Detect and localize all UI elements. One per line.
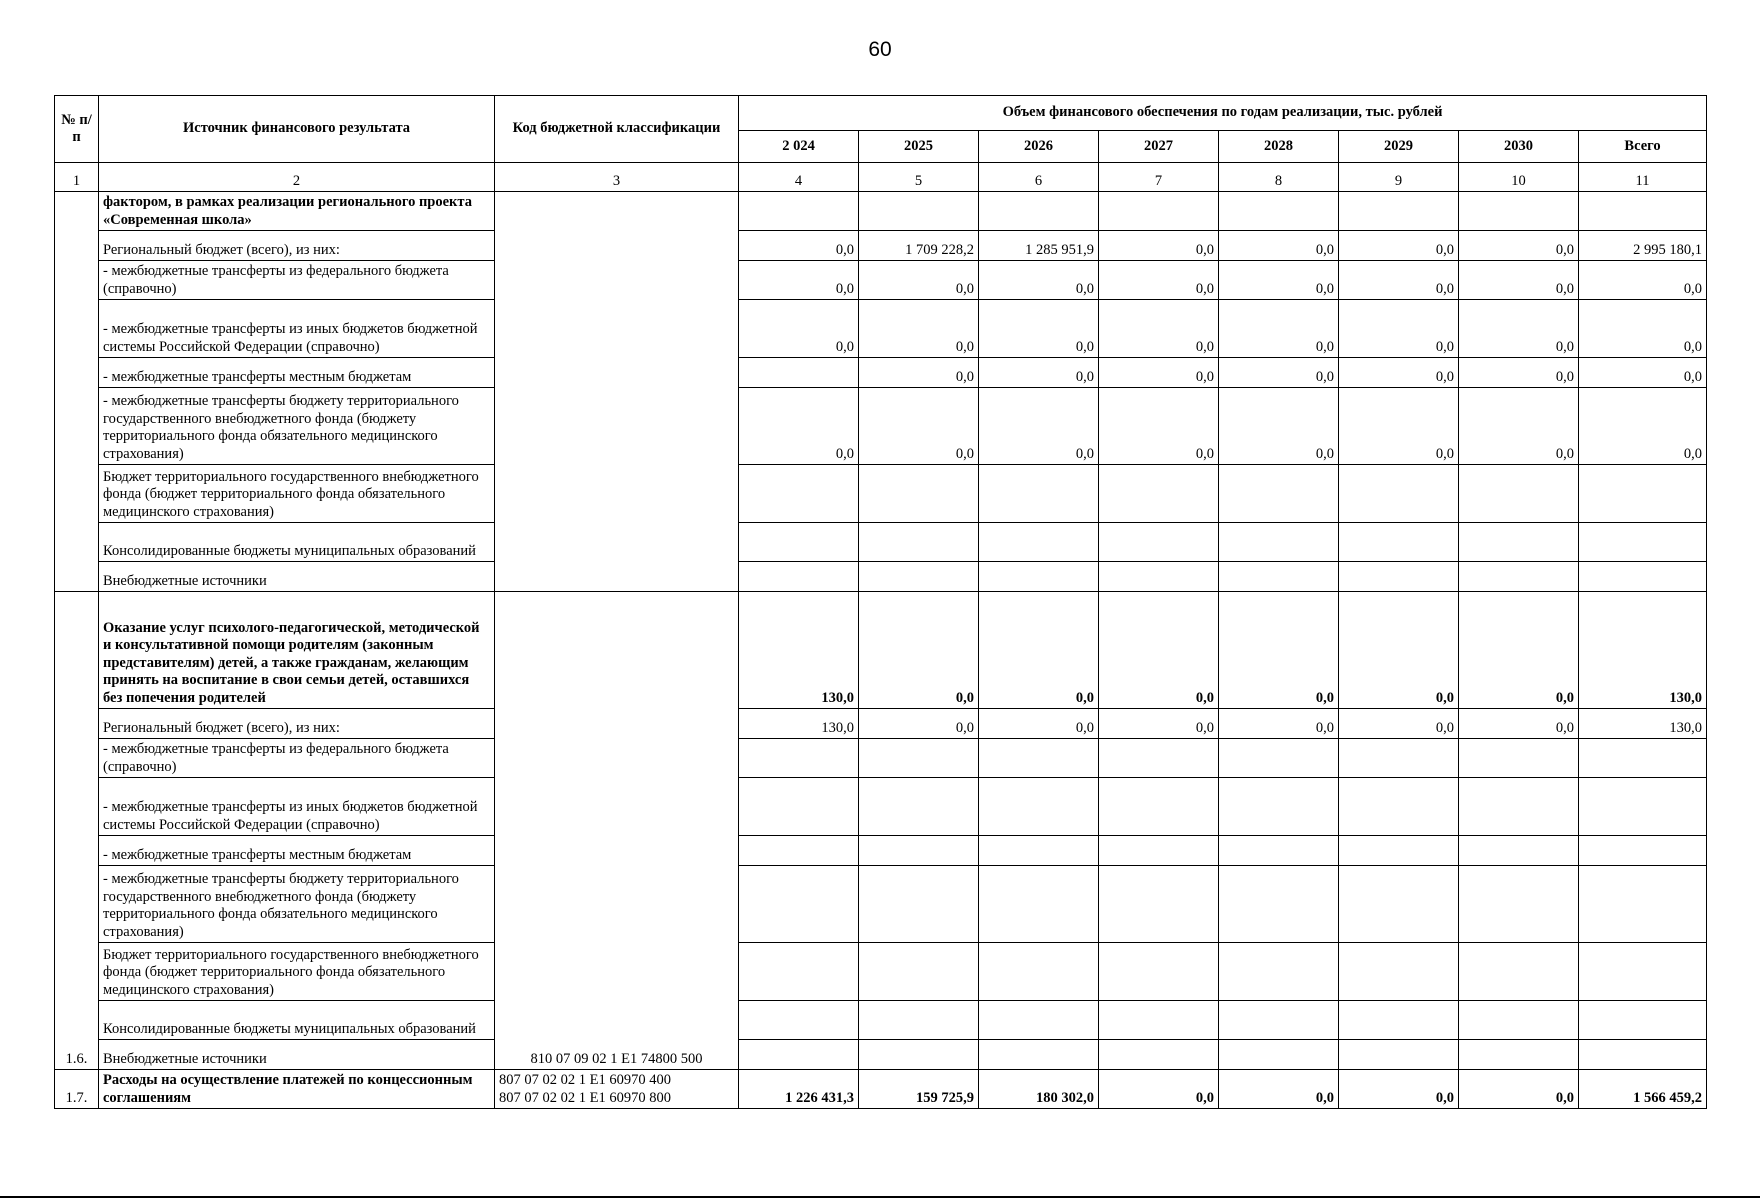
value-cell: 0,0 xyxy=(739,388,859,465)
value-cell: 0,0 xyxy=(1459,261,1579,300)
value-cell xyxy=(1099,739,1219,778)
value-cell xyxy=(1099,192,1219,231)
value-cell: 159 725,9 xyxy=(859,1070,979,1109)
value-cell xyxy=(1219,1040,1339,1070)
value-cell: 0,0 xyxy=(1339,709,1459,739)
value-cell: 0,0 xyxy=(1459,300,1579,358)
value-cell xyxy=(1219,943,1339,1001)
value-cell: 0,0 xyxy=(1459,709,1579,739)
value-cell: 130,0 xyxy=(1579,592,1707,709)
value-cell xyxy=(1579,192,1707,231)
table-row xyxy=(55,1040,1707,1070)
table-row xyxy=(55,739,1707,778)
table-row xyxy=(55,465,1707,523)
table-row xyxy=(55,943,1707,1001)
value-cell: 0,0 xyxy=(739,300,859,358)
table-row xyxy=(55,592,1707,709)
value-cell xyxy=(1099,836,1219,866)
budget-code-line: 807 07 02 02 1 Е1 60970 800 xyxy=(499,1089,671,1106)
value-cell xyxy=(979,739,1099,778)
column-number: 7 xyxy=(1099,163,1219,192)
value-cell: 0,0 xyxy=(1219,300,1339,358)
value-cell xyxy=(979,943,1099,1001)
table-row xyxy=(55,709,1707,739)
column-number: 10 xyxy=(1459,163,1579,192)
value-cell xyxy=(739,192,859,231)
value-cell xyxy=(1459,836,1579,866)
source-cell: Расходы на осуществление платежей по концессионным соглашениям xyxy=(99,1070,495,1109)
value-cell: 0,0 xyxy=(1459,358,1579,388)
value-cell xyxy=(1219,866,1339,943)
value-cell: 0,0 xyxy=(739,231,859,261)
value-cell: 0,0 xyxy=(1219,709,1339,739)
value-cell xyxy=(1099,866,1219,943)
value-cell xyxy=(979,1001,1099,1040)
value-cell xyxy=(1339,866,1459,943)
value-cell: 0,0 xyxy=(1099,300,1219,358)
value-cell: 0,0 xyxy=(979,388,1099,465)
value-cell xyxy=(859,778,979,836)
value-cell: 0,0 xyxy=(739,261,859,300)
value-cell: 0,0 xyxy=(1339,300,1459,358)
value-cell: 0,0 xyxy=(1339,592,1459,709)
table-row xyxy=(55,1070,1707,1109)
column-number: 3 xyxy=(495,163,739,192)
table-row xyxy=(55,358,1707,388)
value-cell: 0,0 xyxy=(1099,1070,1219,1109)
value-cell xyxy=(1339,836,1459,866)
value-cell: 0,0 xyxy=(859,261,979,300)
row-number-cell: 1.6. xyxy=(55,592,99,1070)
header-year: 2 024 xyxy=(739,131,859,163)
source-cell: Региональный бюджет (всего), из них: xyxy=(99,709,495,739)
header-col-volume: Объем финансового обеспечения по годам реализации, тыс. рублей xyxy=(739,96,1707,131)
table-row xyxy=(55,523,1707,562)
value-cell xyxy=(1099,943,1219,1001)
value-cell xyxy=(1339,943,1459,1001)
value-cell xyxy=(859,465,979,523)
value-cell xyxy=(739,562,859,592)
value-cell xyxy=(739,778,859,836)
value-cell xyxy=(859,866,979,943)
value-cell xyxy=(979,866,1099,943)
value-cell xyxy=(1219,778,1339,836)
budget-code-cell: 810 07 09 02 1 Е1 74800 500 xyxy=(495,592,739,1070)
value-cell xyxy=(979,192,1099,231)
value-cell xyxy=(739,1001,859,1040)
source-cell: Региональный бюджет (всего), из них: xyxy=(99,231,495,261)
value-cell: 0,0 xyxy=(859,300,979,358)
value-cell xyxy=(1459,739,1579,778)
value-cell xyxy=(1579,523,1707,562)
value-cell: 0,0 xyxy=(979,592,1099,709)
column-numbers-row xyxy=(55,163,1707,192)
value-cell: 0,0 xyxy=(859,358,979,388)
value-cell xyxy=(1339,1040,1459,1070)
value-cell xyxy=(1459,866,1579,943)
page-bottom-rule xyxy=(0,1196,1760,1198)
source-cell: Оказание услуг психолого-педагогической, методической и консультативной помощи родителям (законным представителям) детей, а также гражданам, желающим принять на воспитание в свои семьи детей, оставшихся без попечения родителей xyxy=(99,592,495,709)
value-cell xyxy=(1099,523,1219,562)
value-cell xyxy=(739,1040,859,1070)
source-cell: - межбюджетные трансферты местным бюджетам xyxy=(99,358,495,388)
value-cell: 0,0 xyxy=(1579,261,1707,300)
source-cell: Внебюджетные источники xyxy=(99,1040,495,1070)
page-number: 60 xyxy=(868,38,892,61)
value-cell: 0,0 xyxy=(1099,358,1219,388)
value-cell xyxy=(739,836,859,866)
header-col-code: Код бюджетной классификации xyxy=(495,96,739,163)
value-cell xyxy=(739,943,859,1001)
value-cell xyxy=(739,523,859,562)
value-cell: 130,0 xyxy=(1579,709,1707,739)
value-cell xyxy=(1099,778,1219,836)
budget-code-cell xyxy=(495,1070,739,1109)
header-col-source: Источник финансового результата xyxy=(99,96,495,163)
value-cell: 0,0 xyxy=(1219,388,1339,465)
value-cell xyxy=(1339,192,1459,231)
value-cell xyxy=(1579,739,1707,778)
value-cell xyxy=(1459,943,1579,1001)
source-cell: - межбюджетные трансферты из федерального бюджета (справочно) xyxy=(99,261,495,300)
value-cell xyxy=(1579,1001,1707,1040)
value-cell xyxy=(1579,562,1707,592)
column-number: 2 xyxy=(99,163,495,192)
source-cell: Бюджет территориального государственного внебюджетного фонда (бюджет территориального фонда обязательного медицинского страхования) xyxy=(99,943,495,1001)
value-cell: 1 566 459,2 xyxy=(1579,1070,1707,1109)
value-cell: 0,0 xyxy=(1219,592,1339,709)
value-cell: 0,0 xyxy=(1459,592,1579,709)
value-cell xyxy=(1459,465,1579,523)
value-cell xyxy=(1219,1001,1339,1040)
column-number: 11 xyxy=(1579,163,1707,192)
source-cell: - межбюджетные трансферты бюджету территориального государственного внебюджетного фонда (бюджету территориального фонда обязательного медицинского страхования) xyxy=(99,866,495,943)
value-cell: 0,0 xyxy=(1459,1070,1579,1109)
value-cell: 0,0 xyxy=(1099,388,1219,465)
value-cell: 0,0 xyxy=(1339,358,1459,388)
value-cell xyxy=(1459,1040,1579,1070)
value-cell: 0,0 xyxy=(1579,300,1707,358)
row-number-cell xyxy=(55,192,99,592)
value-cell xyxy=(1339,739,1459,778)
value-cell: 1 226 431,3 xyxy=(739,1070,859,1109)
value-cell xyxy=(1099,1001,1219,1040)
header-year: 2030 xyxy=(1459,131,1579,163)
value-cell xyxy=(1219,465,1339,523)
value-cell xyxy=(1099,465,1219,523)
source-cell: Бюджет территориального государственного внебюджетного фонда (бюджет территориального фонда обязательного медицинского страхования) xyxy=(99,465,495,523)
value-cell xyxy=(1339,778,1459,836)
header-year: 2026 xyxy=(979,131,1099,163)
value-cell xyxy=(859,943,979,1001)
value-cell: 1 285 951,9 xyxy=(979,231,1099,261)
budget-code-cell xyxy=(495,192,739,592)
value-cell: 1 709 228,2 xyxy=(859,231,979,261)
value-cell xyxy=(859,1001,979,1040)
value-cell: 0,0 xyxy=(1219,231,1339,261)
value-cell xyxy=(1459,1001,1579,1040)
header-col-num: № п/п xyxy=(55,96,99,163)
value-cell xyxy=(1459,523,1579,562)
source-cell: фактором, в рамках реализации регионального проекта «Современная школа» xyxy=(99,192,495,231)
value-cell xyxy=(1579,943,1707,1001)
table-row xyxy=(55,1001,1707,1040)
value-cell xyxy=(739,358,859,388)
value-cell xyxy=(1339,465,1459,523)
value-cell xyxy=(1579,866,1707,943)
value-cell xyxy=(859,836,979,866)
value-cell xyxy=(1579,1040,1707,1070)
value-cell xyxy=(1219,836,1339,866)
value-cell: 0,0 xyxy=(1099,709,1219,739)
value-cell: 0,0 xyxy=(859,592,979,709)
table-row xyxy=(55,866,1707,943)
value-cell: 0,0 xyxy=(1579,358,1707,388)
value-cell xyxy=(1099,562,1219,592)
value-cell: 180 302,0 xyxy=(979,1070,1099,1109)
value-cell xyxy=(739,866,859,943)
value-cell: 0,0 xyxy=(1459,388,1579,465)
source-cell: - межбюджетные трансферты бюджету территориального государственного внебюджетного фонда (бюджету территориального фонда обязательного медицинского страхования) xyxy=(99,388,495,465)
budget-code-line: 807 07 02 02 1 Е1 60970 400 xyxy=(499,1072,671,1089)
value-cell xyxy=(979,562,1099,592)
value-cell: 0,0 xyxy=(1099,261,1219,300)
value-cell xyxy=(1579,836,1707,866)
value-cell xyxy=(1219,739,1339,778)
value-cell: 130,0 xyxy=(739,709,859,739)
value-cell xyxy=(739,465,859,523)
column-number: 8 xyxy=(1219,163,1339,192)
source-cell: - межбюджетные трансферты из федерального бюджета (справочно) xyxy=(99,739,495,778)
value-cell: 0,0 xyxy=(1219,1070,1339,1109)
value-cell: 0,0 xyxy=(979,261,1099,300)
value-cell: 0,0 xyxy=(1219,261,1339,300)
value-cell xyxy=(1339,1001,1459,1040)
header-year: 2025 xyxy=(859,131,979,163)
value-cell xyxy=(859,1040,979,1070)
value-cell xyxy=(1219,523,1339,562)
source-cell: Внебюджетные источники xyxy=(99,562,495,592)
source-cell: - межбюджетные трансферты из иных бюджетов бюджетной системы Российской Федерации (справочно) xyxy=(99,778,495,836)
table-row xyxy=(55,261,1707,300)
value-cell: 0,0 xyxy=(1099,592,1219,709)
column-number: 4 xyxy=(739,163,859,192)
header-year: 2029 xyxy=(1339,131,1459,163)
table-row xyxy=(55,562,1707,592)
source-cell: Консолидированные бюджеты муниципальных образований xyxy=(99,523,495,562)
value-cell xyxy=(979,523,1099,562)
value-cell xyxy=(1339,562,1459,592)
value-cell: 0,0 xyxy=(1339,261,1459,300)
column-number: 1 xyxy=(55,163,99,192)
header-year: 2027 xyxy=(1099,131,1219,163)
value-cell xyxy=(859,562,979,592)
source-cell: - межбюджетные трансферты из иных бюджетов бюджетной системы Российской Федерации (справочно) xyxy=(99,300,495,358)
table-row xyxy=(55,778,1707,836)
value-cell: 0,0 xyxy=(979,300,1099,358)
column-number: 6 xyxy=(979,163,1099,192)
value-cell xyxy=(859,523,979,562)
value-cell: 0,0 xyxy=(979,709,1099,739)
value-cell: 130,0 xyxy=(739,592,859,709)
value-cell xyxy=(1459,562,1579,592)
table-row xyxy=(55,231,1707,261)
source-cell: Консолидированные бюджеты муниципальных образований xyxy=(99,1001,495,1040)
value-cell xyxy=(1099,1040,1219,1070)
value-cell: 0,0 xyxy=(1099,231,1219,261)
value-cell: 0,0 xyxy=(1339,1070,1459,1109)
value-cell xyxy=(1579,778,1707,836)
value-cell xyxy=(979,836,1099,866)
header-year: 2028 xyxy=(1219,131,1339,163)
value-cell xyxy=(1219,192,1339,231)
value-cell xyxy=(739,739,859,778)
value-cell: 0,0 xyxy=(1339,231,1459,261)
value-cell xyxy=(1339,523,1459,562)
row-number-cell: 1.7. xyxy=(55,1070,99,1109)
header-total: Всего xyxy=(1579,131,1707,163)
value-cell xyxy=(979,1040,1099,1070)
table-row xyxy=(55,192,1707,231)
column-number: 9 xyxy=(1339,163,1459,192)
value-cell xyxy=(1219,562,1339,592)
table-row xyxy=(55,836,1707,866)
budget-table xyxy=(54,95,1707,1109)
table-row xyxy=(55,388,1707,465)
value-cell xyxy=(1459,778,1579,836)
source-cell: - межбюджетные трансферты местным бюджетам xyxy=(99,836,495,866)
value-cell xyxy=(859,739,979,778)
table-header xyxy=(55,96,1707,192)
value-cell xyxy=(1579,465,1707,523)
value-cell: 0,0 xyxy=(1459,231,1579,261)
value-cell xyxy=(979,465,1099,523)
value-cell xyxy=(859,192,979,231)
column-number: 5 xyxy=(859,163,979,192)
value-cell: 0,0 xyxy=(1339,388,1459,465)
value-cell: 2 995 180,1 xyxy=(1579,231,1707,261)
table-body xyxy=(55,192,1707,1109)
value-cell: 0,0 xyxy=(859,388,979,465)
value-cell xyxy=(979,778,1099,836)
value-cell: 0,0 xyxy=(1579,388,1707,465)
value-cell: 0,0 xyxy=(1219,358,1339,388)
value-cell xyxy=(1459,192,1579,231)
value-cell: 0,0 xyxy=(859,709,979,739)
value-cell: 0,0 xyxy=(979,358,1099,388)
table-row xyxy=(55,300,1707,358)
